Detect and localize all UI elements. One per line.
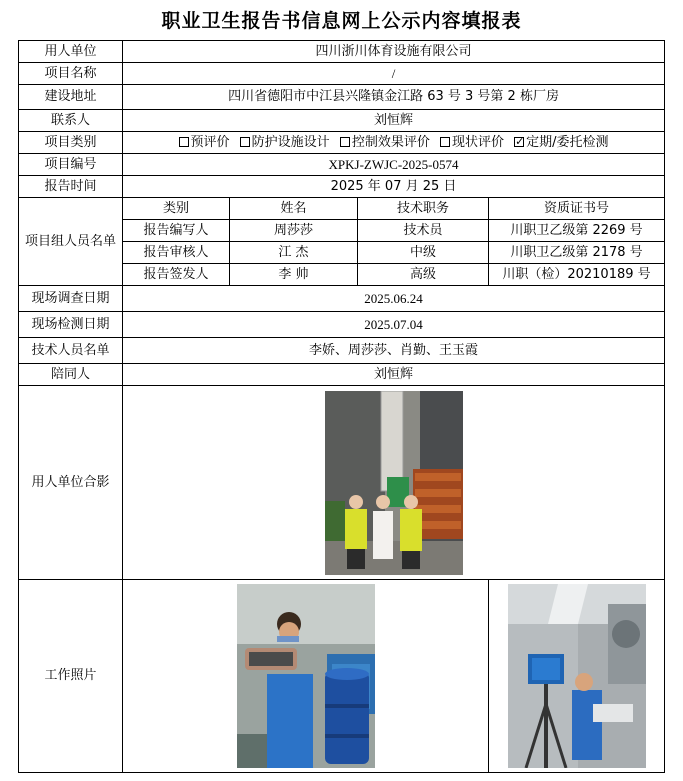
- project-type-options: [123, 132, 665, 154]
- option-status-evaluation[interactable]: 现状评价: [440, 135, 504, 150]
- row-project-type: [19, 132, 665, 154]
- team-title: 高级: [358, 264, 489, 286]
- employer-label: 用人单位: [19, 41, 123, 63]
- row-employer: [19, 41, 665, 63]
- team-header-name: 姓名: [230, 198, 358, 220]
- survey-date-value: 2025.06.24: [123, 286, 665, 312]
- option-pre-evaluation[interactable]: 预评价: [179, 135, 230, 150]
- row-report-time: [19, 176, 665, 198]
- team-name: 江 杰: [230, 242, 358, 264]
- row-escort: [19, 364, 665, 386]
- row-contact: [19, 110, 665, 132]
- team-cert: 川职卫乙级第 2178 号: [489, 242, 665, 264]
- row-work-photos: [19, 580, 665, 773]
- escort-label: 陪同人: [19, 364, 123, 386]
- tech-staff-label: 技术人员名单: [19, 338, 123, 364]
- row-tech-staff: [19, 338, 665, 364]
- checkbox-icon: [340, 137, 350, 147]
- project-type-label: 项目类别: [19, 132, 123, 154]
- contact-label: 联系人: [19, 110, 123, 132]
- team-category: 报告审核人: [123, 242, 230, 264]
- work-photo-cell-1: [123, 580, 489, 773]
- work-photo-cell-2: [489, 580, 665, 773]
- work-photos-label: 工作照片: [19, 580, 123, 773]
- team-cert: 川职卫乙级第 2269 号: [489, 220, 665, 242]
- report-time-label: 报告时间: [19, 176, 123, 198]
- team-name: 周莎莎: [230, 220, 358, 242]
- team-title: 中级: [358, 242, 489, 264]
- address-label: 建设地址: [19, 85, 123, 110]
- option-periodic-testing[interactable]: ✓ 定期/委托检测: [514, 135, 608, 150]
- team-label: 项目组人员名单: [19, 198, 123, 286]
- option-protection-design[interactable]: 防护设施设计: [240, 135, 330, 150]
- info-table: [18, 40, 665, 773]
- team-category: 报告签发人: [123, 264, 230, 286]
- row-project-no: [19, 154, 665, 176]
- row-test-date: [19, 312, 665, 338]
- group-photo-label: 用人单位合影: [19, 386, 123, 580]
- project-name-label: 项目名称: [19, 63, 123, 85]
- checkbox-icon: [440, 137, 450, 147]
- project-no-value: XPKJ-ZWJC-2025-0574: [123, 154, 665, 176]
- row-survey-date: [19, 286, 665, 312]
- contact-value: 刘恒辉: [123, 110, 665, 132]
- team-cert: 川职（检）20210189 号: [489, 264, 665, 286]
- team-category: 报告编写人: [123, 220, 230, 242]
- team-name: 李 帅: [230, 264, 358, 286]
- team-header-title: 技术职务: [358, 198, 489, 220]
- team-header-row: [19, 198, 665, 220]
- address-value: 四川省德阳市中江县兴隆镇金江路 63 号 3 号第 2 栋厂房: [123, 85, 665, 110]
- test-date-label: 现场检测日期: [19, 312, 123, 338]
- report-time-value: 2025 年 07 月 25 日: [123, 176, 665, 198]
- employer-value: 四川浙川体育设施有限公司: [123, 41, 665, 63]
- work-photo-1: [237, 584, 375, 768]
- test-date-value: 2025.07.04: [123, 312, 665, 338]
- group-photo-image: [325, 391, 463, 575]
- survey-date-label: 现场调查日期: [19, 286, 123, 312]
- group-photo-cell: [123, 386, 665, 580]
- work-photo-2: [508, 584, 646, 768]
- escort-value: 刘恒辉: [123, 364, 665, 386]
- team-header-cert: 资质证书号: [489, 198, 665, 220]
- project-name-value: /: [123, 63, 665, 85]
- row-group-photo: [19, 386, 665, 580]
- row-project-name: [19, 63, 665, 85]
- checkbox-icon: [240, 137, 250, 147]
- project-no-label: 项目编号: [19, 154, 123, 176]
- page-title: 职业卫生报告书信息网上公示内容填报表: [161, 10, 522, 32]
- team-header-category: 类别: [123, 198, 230, 220]
- row-address: [19, 85, 665, 110]
- option-control-effect[interactable]: 控制效果评价: [340, 135, 430, 150]
- team-title: 技术员: [358, 220, 489, 242]
- checkbox-icon: [179, 137, 189, 147]
- checked-checkbox-icon: [514, 137, 524, 147]
- tech-staff-value: 李娇、周莎莎、肖勤、王玉霞: [123, 338, 665, 364]
